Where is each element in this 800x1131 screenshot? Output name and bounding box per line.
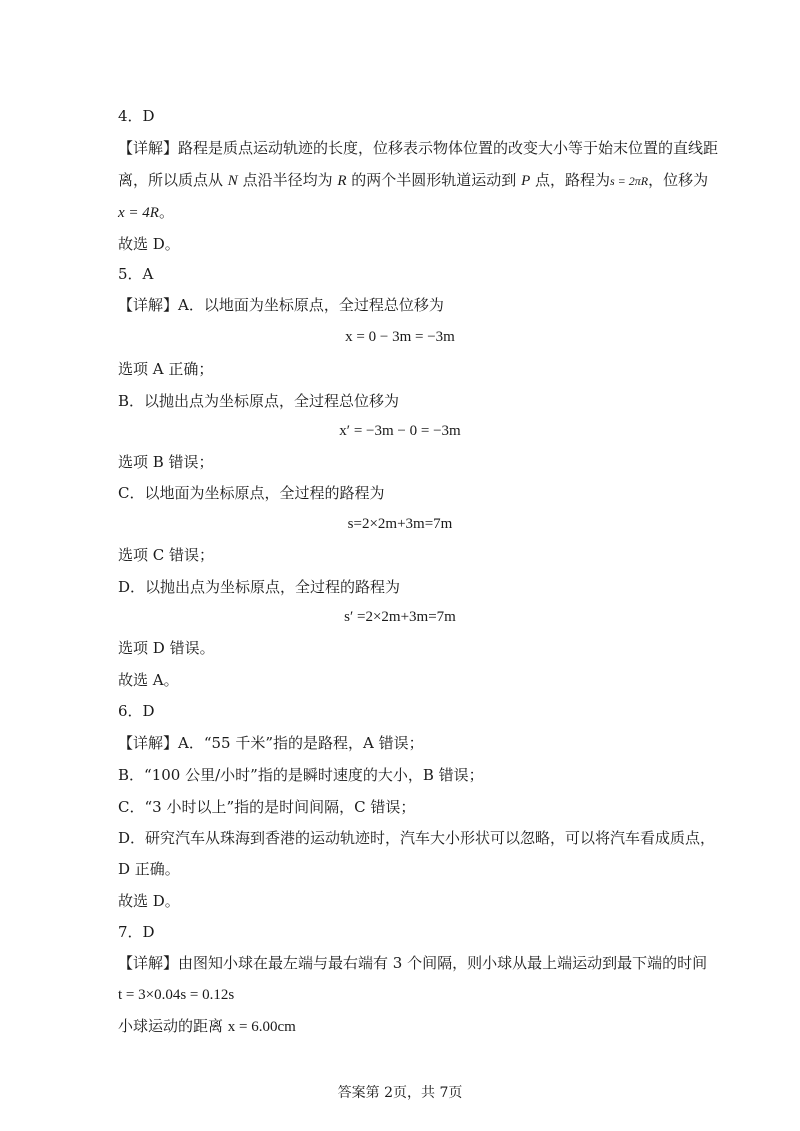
q4-explain-line-2 (118, 170, 708, 191)
q6-option-b: B．“100 公里/小时”指的是瞬时速度的大小，B 错误； (118, 766, 484, 784)
q5-result-c: 选项 C 错误； (118, 546, 215, 564)
page-footer: 答案第 2页，共 7页 (337, 1085, 463, 1101)
q7-explain-line-1: 【详解】由图知小球在最左端与最右端有 3 个间隔，则小球从最上端运动到最下端的时间 (118, 954, 708, 972)
q7-distance-formula: x = 6.00cm (227, 1019, 296, 1035)
q4-answer: 4．D (118, 107, 155, 125)
q4-explain-line-3 (118, 202, 174, 223)
q6-option-c: C．“3 小时以上”指的是时间间隔，C 错误； (118, 798, 416, 816)
q5-formula-b: x′ = −3m − 0 = −3m (339, 423, 461, 439)
q6-conclusion: 故选 D。 (118, 892, 180, 910)
q6-option-d-line-1: D．研究汽车从珠海到香港的运动轨迹时，汽车大小形状可以忽略，可以将汽车看成质点， (118, 829, 716, 847)
q5-option-d: D．以抛出点为坐标原点，全过程的路程为 (118, 578, 401, 596)
q5-result-a: 选项 A 正确； (118, 360, 214, 378)
q6-option-d-line-2: D 正确。 (118, 860, 180, 878)
q5-result-b: 选项 B 错误； (118, 453, 214, 471)
q5-option-b: B．以抛出点为坐标原点，全过程总位移为 (118, 392, 400, 410)
q5-option-a: 【详解】A．以地面为坐标原点，全过程总位移为 (118, 296, 444, 314)
q4-text: 。 (158, 203, 174, 221)
q6-option-a: 【详解】A．“55 千米”指的是路程，A 错误； (118, 734, 424, 752)
q5-formula-a: x = 0 − 3m = −3m (345, 329, 455, 345)
q4-disp-formula: x = 4R (118, 205, 159, 221)
q4-var-n: N (227, 173, 238, 189)
q4-var-r: R (337, 173, 347, 189)
q7-distance-text: 小球运动的距离 (118, 1017, 228, 1035)
q4-text: 离，所以质点从 (118, 171, 228, 189)
q4-text: 的两个半圆形轨道运动到 (346, 171, 522, 189)
q5-conclusion: 故选 A。 (118, 671, 179, 689)
q6-answer: 6．D (118, 702, 155, 720)
q4-text: ，位移为 (648, 171, 709, 189)
q4-conclusion: 故选 D。 (118, 235, 180, 253)
q7-distance-line (118, 1016, 296, 1037)
q5-result-d: 选项 D 错误。 (118, 639, 215, 657)
q5-formula-c: s=2×2m+3m=7m (347, 516, 453, 532)
q5-option-c: C．以地面为坐标原点，全过程的路程为 (118, 484, 385, 502)
q5-answer: 5．A (118, 265, 154, 283)
q4-text: 点沿半径均为 (237, 171, 338, 189)
q4-text: 点，路程为 (530, 171, 611, 189)
q5-formula-d: s′ =2×2m+3m=7m (344, 609, 456, 625)
q7-time-formula: t = 3×0.04s = 0.12s (118, 987, 235, 1003)
q4-var-p: P (521, 173, 531, 189)
q7-answer: 7．D (118, 923, 155, 941)
q4-explain-line-1: 【详解】路程是质点运动轨迹的长度，位移表示物体位置的改变大小等于始末位置的直线距 (118, 139, 719, 157)
q4-path-formula: s = 2πR (610, 174, 649, 188)
